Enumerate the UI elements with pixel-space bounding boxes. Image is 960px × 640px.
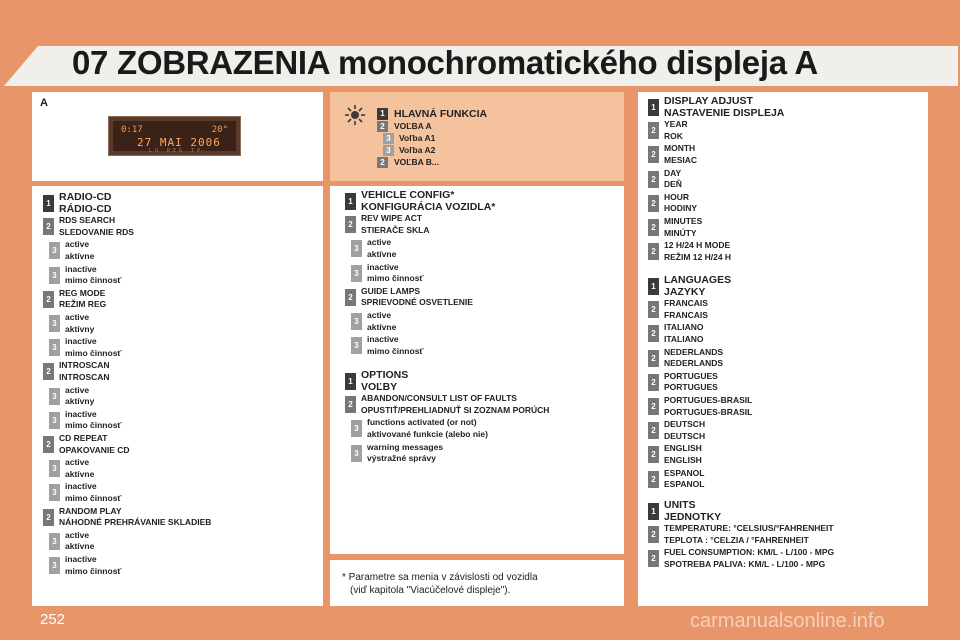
- level-3-badge: 3: [383, 145, 394, 156]
- level-2-badge: 2: [648, 219, 659, 236]
- menu-item-line: PORTUGUES-BRASIL: [664, 406, 753, 417]
- main-function-item: Voľba A1: [399, 133, 436, 143]
- level-3-badge: 3: [351, 240, 362, 257]
- level-3-badge: 3: [351, 265, 362, 282]
- menu-item-line: STIERAČE SKLA: [361, 224, 430, 235]
- menu-item-line: active: [367, 310, 392, 320]
- menu-item-line: aktívny: [65, 323, 95, 334]
- menu-item-line: OPUSTIŤ/PREHLIADNUŤ SI ZOZNAM PORÚCH: [361, 404, 550, 415]
- level-3-badge: 3: [49, 339, 60, 356]
- level-2-badge: 2: [43, 509, 54, 526]
- menu-item-line: PORTUGUES: [664, 382, 718, 393]
- menu-item-line: INTROSCAN: [59, 360, 110, 371]
- menu-item-line: aktívny: [65, 396, 95, 407]
- level-2-badge: 2: [648, 350, 659, 367]
- level-2-badge: 2: [648, 471, 659, 488]
- display-time: 0:17: [121, 125, 143, 135]
- level-2-badge: 2: [648, 301, 659, 318]
- menu-item-line: active: [65, 239, 90, 250]
- menu-item-line: inactive: [65, 408, 97, 419]
- section-heading: VEHICLE CONFIG*: [361, 189, 455, 201]
- menu-item-line: HODINY: [664, 203, 698, 214]
- level-3-badge: 3: [49, 388, 60, 405]
- level-1-badge: 1: [377, 108, 388, 120]
- menu-item-line: TEMPERATURE: °CELSIUS/°FAHRENHEIT: [664, 523, 834, 534]
- level-2-badge: 2: [345, 396, 356, 413]
- level-3-badge: 3: [351, 420, 362, 437]
- section-heading: JEDNOTKY: [664, 510, 722, 523]
- menu-item-line: NEDERLANDS: [664, 358, 724, 369]
- main-function-item: Voľba A2: [399, 145, 436, 155]
- menu-item-line: GUIDE LAMPS: [361, 285, 421, 296]
- level-3-badge: 3: [49, 267, 60, 284]
- level-2-badge: 2: [648, 398, 659, 415]
- section-heading: NASTAVENIE DISPLEJA: [664, 106, 785, 119]
- display-indicators: LU REG TP: [149, 148, 204, 154]
- menu-item-line: aktívne: [367, 249, 397, 259]
- menu-item-line: mimo činnosť: [367, 273, 424, 284]
- level-3-badge: 3: [49, 242, 60, 259]
- menu-item-line: REV WIPE ACT: [361, 213, 423, 224]
- level-2-badge: 2: [648, 446, 659, 463]
- menu-item-line: mimo činnosť: [65, 275, 122, 286]
- menu-item-line: active: [65, 529, 90, 540]
- section-heading: DISPLAY ADJUST: [664, 95, 753, 107]
- menu-item-line: DEŇ: [664, 179, 682, 190]
- menu-item-line: SPRIEVODNÉ OSVETLENIE: [361, 297, 473, 308]
- section-heading: RÁDIO-CD: [59, 202, 112, 215]
- section-heading: LANGUAGES: [664, 274, 732, 286]
- main-function-heading: HLAVNÁ FUNKCIA: [394, 108, 488, 120]
- menu-item-line: active: [65, 384, 90, 395]
- level-1-badge: 1: [43, 195, 54, 212]
- level-2-badge: 2: [648, 195, 659, 212]
- level-2-badge: 2: [345, 216, 356, 233]
- menu-item-line: REŽIM REG: [59, 299, 107, 310]
- footnote: [342, 571, 538, 597]
- menu-item-line: RDS SEARCH: [59, 215, 116, 226]
- menu-item-line: functions activated (or not): [367, 417, 477, 428]
- menu-item-line: MESIAC: [664, 155, 698, 165]
- menu-item-line: FUEL CONSUMPTION: KM/L - L/100 - MPG: [664, 547, 835, 558]
- menu-item-line: aktívne: [65, 468, 95, 479]
- menu-item-line: 12 H/24 H MODE: [664, 240, 731, 251]
- menu-item-line: aktívne: [65, 541, 95, 552]
- menu-item-line: SPOTREBA PALIVA: KM/L - L/100 - MPG: [664, 559, 826, 569]
- menu-item-line: ROK: [664, 130, 683, 141]
- menu-item-line: aktívne: [367, 321, 397, 332]
- menu-item-line: MINÚTY: [664, 227, 697, 238]
- menu-item-line: active: [65, 312, 90, 322]
- level-1-badge: 1: [648, 99, 659, 116]
- menu-item-line: PORTUGUES: [664, 370, 718, 381]
- level-2-badge: 2: [43, 291, 54, 308]
- menu-item-line: REŽIM 12 H/24 H: [664, 251, 732, 262]
- level-2-badge: 2: [648, 526, 659, 543]
- watermark: carmanualsonline.info: [690, 610, 885, 632]
- section-heading: JAZYKY: [664, 285, 706, 298]
- level-2-badge: 2: [648, 422, 659, 439]
- level-2-badge: 2: [648, 171, 659, 188]
- level-1-badge: 1: [648, 503, 659, 520]
- display-date: 27 MAI 2006: [137, 136, 221, 149]
- level-1-badge: 1: [345, 373, 356, 390]
- monochrome-display: [108, 116, 241, 156]
- level-2-badge: 2: [43, 218, 54, 235]
- menu-item-line: výstražné správy: [367, 453, 436, 464]
- menu-item-line: active: [367, 237, 392, 248]
- menu-item-line: RANDOM PLAY: [59, 505, 122, 516]
- level-2-badge: 2: [345, 289, 356, 306]
- level-3-badge: 3: [49, 412, 60, 429]
- menu-item-line: ITALIANO: [664, 334, 704, 344]
- menu-item-line: OPAKOVANIE CD: [59, 444, 130, 455]
- menu-item-line: inactive: [65, 481, 97, 492]
- footnote-line-2: (viď kapitola "Viacúčelové displeje").: [350, 585, 511, 596]
- section-heading: UNITS: [664, 499, 696, 511]
- section-heading: VOĽBY: [361, 380, 398, 393]
- light-bulb-icon: [344, 104, 366, 126]
- section-heading: KONFIGURÁCIA VOZIDLA*: [361, 200, 496, 213]
- menu-item-line: FRANCAIS: [664, 298, 708, 309]
- level-1-badge: 1: [345, 193, 356, 210]
- menu-item-line: MONTH: [664, 143, 696, 154]
- display-label: A: [40, 97, 48, 109]
- level-3-badge: 3: [49, 557, 60, 574]
- menu-item-line: NEDERLANDS: [664, 346, 724, 357]
- menu-item-line: mimo činnosť: [65, 565, 122, 576]
- level-2-badge: 2: [43, 436, 54, 453]
- level-3-badge: 3: [49, 484, 60, 501]
- menu-item-line: mimo činnosť: [65, 347, 122, 358]
- menu-item-line: NÁHODNÉ PREHRÁVANIE SKLADIEB: [59, 517, 212, 528]
- main-function-panel: [330, 92, 624, 181]
- level-3-badge: 3: [351, 337, 362, 354]
- menu-item-line: aktivované funkcie (alebo nie): [367, 429, 488, 439]
- menu-item-line: inactive: [65, 554, 97, 564]
- menu-item-line: ESPANOL: [664, 467, 705, 478]
- level-2-badge: 2: [377, 121, 388, 132]
- menu-item-line: ENGLISH: [664, 455, 702, 465]
- level-3-badge: 3: [49, 533, 60, 550]
- display-temperature: 20°: [211, 125, 228, 135]
- level-3-badge: 3: [351, 313, 362, 330]
- menu-item-line: ENGLISH: [664, 443, 702, 454]
- menu-item-line: YEAR: [664, 119, 688, 130]
- menu-item-line: REG MODE: [59, 287, 106, 298]
- level-3-badge: 3: [383, 133, 394, 144]
- level-1-badge: 1: [648, 278, 659, 295]
- level-3-badge: 3: [49, 460, 60, 477]
- menu-item-line: active: [65, 457, 90, 468]
- menu-item-line: DEUTSCH: [664, 430, 706, 441]
- menu-item-line: MINUTES: [664, 216, 703, 226]
- menu-item-line: mimo činnosť: [65, 493, 122, 503]
- menu-item-line: ABANDON/CONSULT LIST OF FAULTS: [361, 393, 517, 404]
- menu-item-line: inactive: [65, 336, 97, 347]
- menu-item-line: inactive: [65, 263, 97, 274]
- level-2-badge: 2: [648, 122, 659, 139]
- menu-item-line: FRANCAIS: [664, 309, 708, 320]
- section-heading: RADIO-CD: [59, 191, 112, 203]
- menu-item-line: ESPANOL: [664, 479, 705, 490]
- menu-item-line: SLEDOVANIE RDS: [59, 226, 134, 237]
- level-2-badge: 2: [377, 157, 388, 168]
- level-3-badge: 3: [351, 445, 362, 462]
- level-2-badge: 2: [648, 325, 659, 342]
- menu-item-line: TEPLOTA : °CELZIA / °FAHRENHEIT: [664, 534, 809, 545]
- page-title: 07 ZOBRAZENIA monochromatického displeja A: [72, 44, 818, 81]
- page-number: 252: [40, 611, 66, 628]
- menu-item-line: warning messages: [367, 441, 444, 452]
- footnote-line-1: * Parametre sa menia v závislosti od vozidla: [342, 572, 538, 583]
- level-2-badge: 2: [648, 550, 659, 567]
- main-function-item: VOĽBA B...: [394, 157, 440, 167]
- menu-item-line: ITALIANO: [664, 322, 704, 333]
- main-function-item: VOĽBA A: [394, 121, 432, 131]
- menu-item-line: CD REPEAT: [59, 433, 108, 443]
- menu-item-line: aktívne: [65, 251, 95, 261]
- display-screen: [113, 121, 236, 154]
- level-2-badge: 2: [648, 243, 659, 260]
- menu-item-line: HOUR: [664, 191, 690, 202]
- menu-item-line: DEUTSCH: [664, 419, 706, 430]
- menu-item-line: mimo činnosť: [65, 420, 122, 431]
- menu-item-line: mimo činnosť: [367, 345, 424, 356]
- menu-item-line: PORTUGUES-BRASIL: [664, 395, 753, 405]
- level-3-badge: 3: [49, 315, 60, 332]
- section-heading: OPTIONS: [361, 369, 409, 381]
- level-2-badge: 2: [648, 146, 659, 163]
- menu-item-line: DAY: [664, 167, 682, 178]
- menu-item-line: inactive: [367, 334, 399, 345]
- menu-item-line: INTROSCAN: [59, 372, 110, 382]
- menu-item-line: inactive: [367, 261, 399, 272]
- level-2-badge: 2: [648, 374, 659, 391]
- level-2-badge: 2: [43, 363, 54, 380]
